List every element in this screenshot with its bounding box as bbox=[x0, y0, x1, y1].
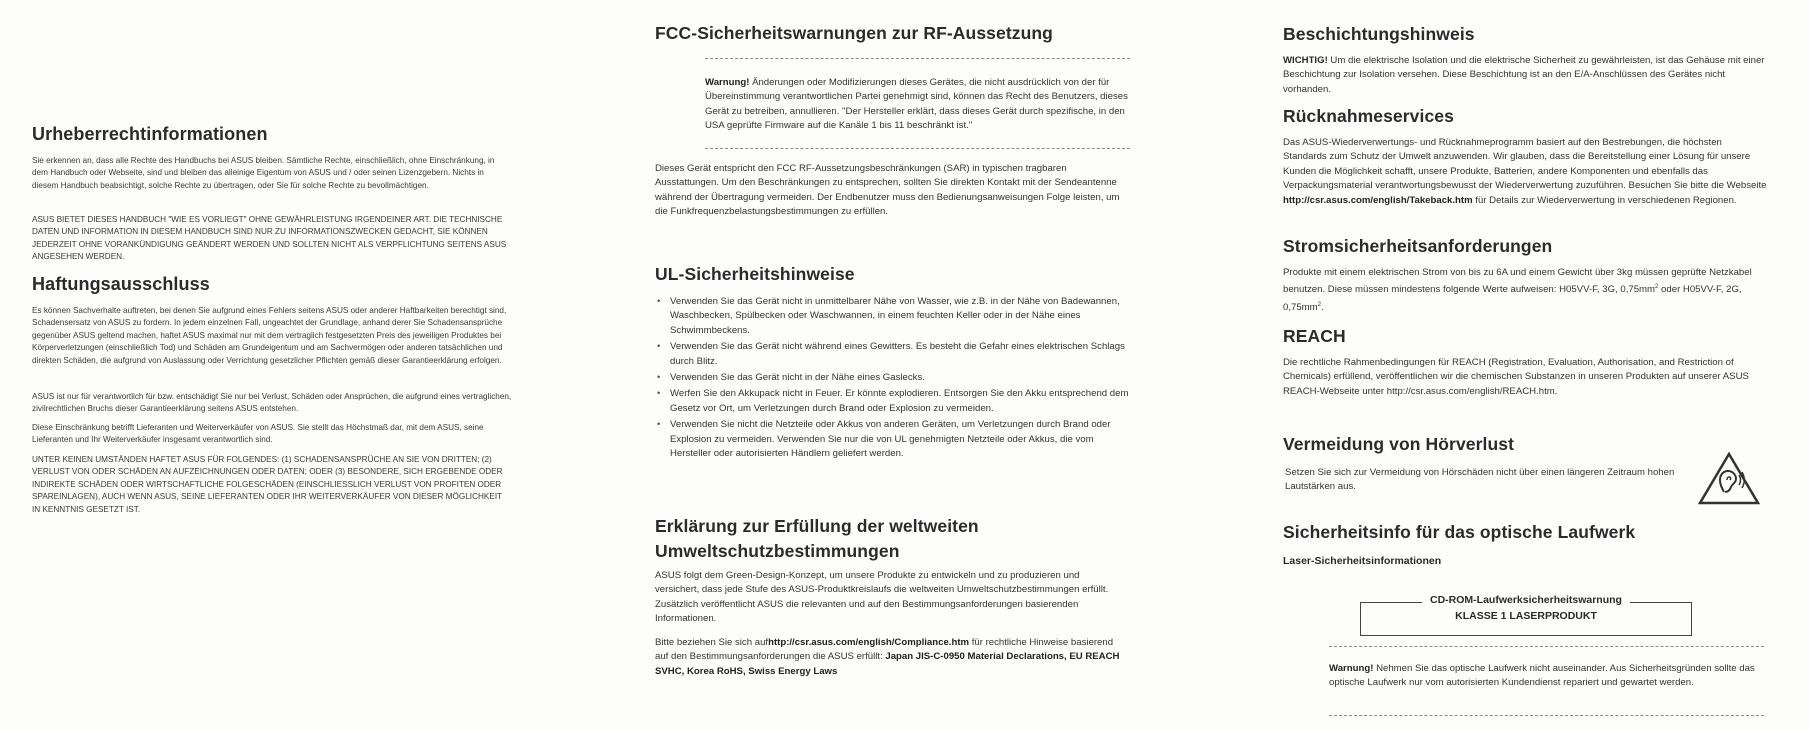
optical-warning-label: Warnung! bbox=[1329, 663, 1374, 674]
liability-title: Haftungsausschluss bbox=[32, 274, 210, 294]
env-title bbox=[655, 514, 979, 564]
ul-item-5: • Verwenden Sie nicht die Netzteile oder Akkus von anderen Geräten, um Verletzungen durch Brand oder Explosion zu vermeiden. Verwenden Sie nur die von UL genehmigten Netzteile oder Akkus, die vom Hersteller oder autorisierten Händlern geliefert werden. bbox=[670, 418, 1130, 461]
laser-box-title: CD-ROM-Laufwerksicherheitswarnung bbox=[1422, 594, 1630, 606]
power-sup-1: 2 bbox=[1655, 284, 1659, 291]
takeback-link[interactable]: http://csr.asus.com/english/Takeback.htm bbox=[1283, 194, 1473, 206]
optical-divider-bottom bbox=[1329, 715, 1764, 716]
takeback-text bbox=[1283, 136, 1768, 208]
coating-text bbox=[1283, 54, 1768, 97]
reach-title: REACH bbox=[1283, 326, 1346, 346]
power-text-a: Produkte mit einem elektrischen Strom von bis zu 6A und einem Gewicht über 3kg müssen geprüfte Netzkabel benutzen. Diese müssen mindestens folgende Werte aufweisen: H05VV-F, 3G, 0,75mm bbox=[1283, 267, 1752, 296]
ul-item-4: • Werfen Sie den Akkupack nicht in Feuer. Er könnte explodieren. Entsorgen Sie den Akku entsprechend dem Gesetz vor Ort, um Verletzungen durch Brand oder Explosion zu vermeiden. bbox=[670, 387, 1130, 416]
env-paragraph-1: ASUS folgt dem Green-Design-Konzept, um unsere Produkte zu entwickeln und zu produzieren und versichert, dass jede Stufe des ASUS-Produktkreislaufs die weltweiten Umweltschutzbestimmungen erfüllt. Zusätzlich veröffentlicht ASUS die relevanten und auf den Bestimmungsanforderungen basierenden Informationen. bbox=[655, 570, 1109, 625]
ul-item-2: • Verwenden Sie das Gerät nicht während eines Gewitters. Es besteht die Gefahr eines elektrischen Schlags durch Blitz. bbox=[670, 340, 1130, 369]
copyright-paragraph-2: ASUS BIETET DIESES HANDBUCH "WIE ES VORLIEGT" OHNE GEWÄHRLEISTUNG IRGENDEINER ART. DIE TECHNISCHE DATEN UND INFORMATION IN DIESEM HANDBUCH SIND NUR ZU INFORMATIONSZWECKEN GEDACHT, SIE KÖNNEN JEDERZEIT OHNE VORANKÜNDIGUNG GEÄNDERT WERDEN UND SOLLTEN NICHT ALS VERPFLICHTUNG SEITENS ASUS ANGESEHEN WERDEN. bbox=[32, 215, 507, 262]
reach-text: Die rechtliche Rahmenbedingungen für REACH (Registration, Evaluation, Authorisation, and Restriction of Chemicals) erfüllend, veröffentlichen wir die chemischen Substanzen in unseren Produkten auf unserer ASUS REACH-Webseite unter http://csr.asus.com/english/REACH.htm. bbox=[1283, 357, 1749, 397]
env-paragraph-2-bold: Japan JIS-C-0950 Material Declarations, EU REACH SVHC, Korea RoHS, Swiss Energy Laws bbox=[655, 651, 1120, 677]
copyright-paragraph-1: Sie erkennen an, dass alle Rechte des Handbuchs bei ASUS bleiben. Sämtliche Rechte, einschließlich, ohne Einschränkung, in dem Handbuch oder Webseite, sind und bleiben das alleinige Eigentum von ASUS und / oder seinen Lizenzgebern. Nichts in diesem Handbuch beabsichtigt, solche Rechte zu übertragen, oder Sie für solche Rechte zu bevollmächtigen. bbox=[32, 156, 495, 190]
coating-body: Um die elektrische Isolation und die elektrische Sicherheit zu gewährleisten, ist das Gehäuse mit einer Beschichtung zur Isolation versehen. Diese Beschichtung ist an den E/A-Anschlüssen des Gerätes nicht vorhanden. bbox=[1283, 55, 1765, 95]
power-title: Stromsicherheitsanforderungen bbox=[1283, 236, 1553, 256]
env-title-line-1: Erklärung zur Erfüllung der weltweiten bbox=[655, 516, 979, 536]
env-paragraph-2-a: Bitte beziehen Sie sich auf bbox=[655, 637, 769, 648]
optical-warning bbox=[1329, 662, 1764, 691]
env-paragraph-2-b: für rechtliche Hinweise basierend auf den Bestimmungsanforderungen die ASUS erfüllt: bbox=[655, 637, 1114, 663]
ul-title: UL-Sicherheitshinweise bbox=[655, 264, 855, 284]
hearing-text: Setzen Sie sich zur Vermeidung von Hörschäden nicht über einen längeren Zeitraum hohen Lautstärken aus. bbox=[1285, 467, 1675, 493]
takeback-title: Rücknahmeservices bbox=[1283, 106, 1454, 126]
takeback-text-a: Das ASUS-Wiederverwertungs- und Rücknahmeprogramm basiert auf den Bestrebungen, die höchsten Standards zum Schutz der Umwelt anzuwenden. Wir glauben, dass die Bereitstellung einer Lösung für unsere Kunden die Möglichkeit schafft, unsere Produkte, Batterien, andere Komponenten und ebenfalls das Verpackungsmaterial verantwortungsbewusst der Wiederverwertung zuzuführen. Besuchen Sie bitte die Webseite bbox=[1283, 137, 1767, 192]
ul-list bbox=[655, 295, 1130, 463]
liability-paragraph-2: ASUS ist nur für verantwortlich für bzw. entschädigt Sie nur bei Verlust, Schäden oder Ansprüchen, die aufgrund eines vertraglichen, zivilrechtlichen Bruchs dieser Garantieerklärung seitens ASUS entstehen. bbox=[32, 392, 512, 414]
liability-paragraph-4: UNTER KEINEN UMSTÄNDEN HAFTET ASUS FÜR FOLGENDES: (1) SCHADENSANSPRÜCHE AN SIE VON DRITTEN; (2) VERLUST VON ODER SCHÄDEN AN AUFZEICHNUNGEN ODER DATEN; ODER (3) BESONDERE, SICH ERGEBENDE ODER INDIREKTE SCHÄDEN ODER WIRTSCHAFTLICHE FOLGESCHÄDEN (EINSCHLIESSLICH VERLUST VON PROFITEN ODER SPAREINLAGEN), AUCH WENN ASUS, SEINE LIEFERANTEN ODER IHR WEITERVERKÄUFER VON DIESER MÖGLICHKEIT IN KENNTNIS GESETZT IST. bbox=[32, 455, 503, 514]
coating-title: Beschichtungshinweis bbox=[1283, 24, 1475, 44]
fcc-warning-text: Änderungen oder Modifizierungen dieses Gerätes, die nicht ausdrücklich von der für Übereinstimmung verantwortlichen Partei genehmigt sind, können das Recht des Benutzers, dieses Gerät zu betreiben, annullieren. "Der Hersteller erklärt, dass dieses Gerät durch spezifische, in den USA geprüfte Firmware auf die Kanäle 1 bis 11 beschränkt ist." bbox=[705, 77, 1128, 132]
fcc-warning bbox=[705, 76, 1130, 134]
env-compliance-link[interactable]: http://csr.asus.com/english/Compliance.htm bbox=[768, 637, 970, 648]
power-sup-2: 2 bbox=[1317, 302, 1321, 308]
takeback-text-b: für Details zur Wiederverwertung in verschiedenen Regionen. bbox=[1472, 194, 1737, 206]
laser-warning-box bbox=[1360, 594, 1692, 636]
power-text-b: oder H05VV-F, 2G, 0,75mm bbox=[1283, 284, 1742, 314]
fcc-divider-top bbox=[705, 58, 1130, 59]
ul-item-1: • Verwenden Sie das Gerät nicht in unmittelbarer Nähe von Wasser, wie z.B. in der Nähe von Badewannen, Waschbecken, Spülbecken oder Waschwannen, in einem feuchten Keller oder in der Nähe eines Schwimmbeckens. bbox=[670, 295, 1130, 338]
power-text-c: . bbox=[1321, 302, 1324, 314]
fcc-title: FCC-Sicherheitswarnungen zur RF-Aussetzung bbox=[655, 23, 1053, 43]
fcc-warning-label: Warnung! bbox=[705, 77, 750, 88]
hearing-warning-icon bbox=[1698, 452, 1760, 506]
hearing-title: Vermeidung von Hörverlust bbox=[1283, 434, 1515, 454]
coating-label: WICHTIG! bbox=[1283, 55, 1328, 66]
laser-box-text: KLASSE 1 LASERPRODUKT bbox=[1455, 610, 1597, 622]
liability-paragraph-3: Diese Einschränkung betrifft Lieferanten und Weiterverkäufer von ASUS. Sie stellt das Höchstmaß dar, mit dem ASUS, seine Lieferanten und Ihr Weiterverkäufer insgesamt verantwortlich sind. bbox=[32, 423, 484, 445]
ul-item-3: • Verwenden Sie das Gerät nicht in der Nähe eines Gaslecks. bbox=[670, 371, 1130, 385]
env-title-line-2: Umweltschutzbestimmungen bbox=[655, 541, 900, 561]
env-paragraph-2 bbox=[655, 636, 1120, 679]
optical-warning-text: Nehmen Sie das optische Laufwerk nicht auseinander. Aus Sicherheitsgründen sollte das optische Laufwerk nur vom autorisierten Kundendienst repariert und gewartet werden. bbox=[1329, 663, 1755, 689]
liability-paragraph-1: Es können Sachverhalte auftreten, bei denen Sie aufgrund eines Fehlers seitens ASUS oder anderer Haftbarkeiten berechtigt sind, Schadensersatz von ASUS zu fordern. In jedem einzelnen Fall, ungeachtet der Grundlage, anhand derer Sie Schadensansprüche gegenüber ASUS geltend machen, haftet ASUS maximal nur mit dem vertraglich festgesetzten Preis des jeweiligen Produktes bei Körperverletzungen (einschließlich Tod) und Schäden am Grundeigentum und am Sachvermögen oder anderen tatsächlichen und direkten Schäden, die aufgrund von Auslassung oder Verrichtung gesetzlicher Pflichten gemäß dieser Garantieerklärung erfolgen. bbox=[32, 306, 507, 365]
fcc-divider-bottom bbox=[705, 148, 1130, 149]
optical-subtitle: Laser-Sicherheitsinformationen bbox=[1283, 555, 1442, 567]
copyright-title: Urheberrechtinformationen bbox=[32, 124, 268, 144]
optical-title: Sicherheitsinfo für das optische Laufwerk bbox=[1283, 522, 1636, 542]
power-text bbox=[1283, 266, 1768, 316]
optical-divider-top bbox=[1329, 646, 1764, 647]
fcc-body: Dieses Gerät entspricht den FCC RF-Aussetzungsbeschränkungen (SAR) in typischen tragbaren Ausstattungen. Um den Beschränkungen zu entsprechen, sollten Sie direkten Kontakt mit der Sendeantenne während der Übertragung vermeiden. Der Endbenutzer muss den Bedienungsanweisungen Folge leisten, um die Funkfrequenzbelastungsbestimmungen zu erfüllen. bbox=[655, 163, 1120, 218]
